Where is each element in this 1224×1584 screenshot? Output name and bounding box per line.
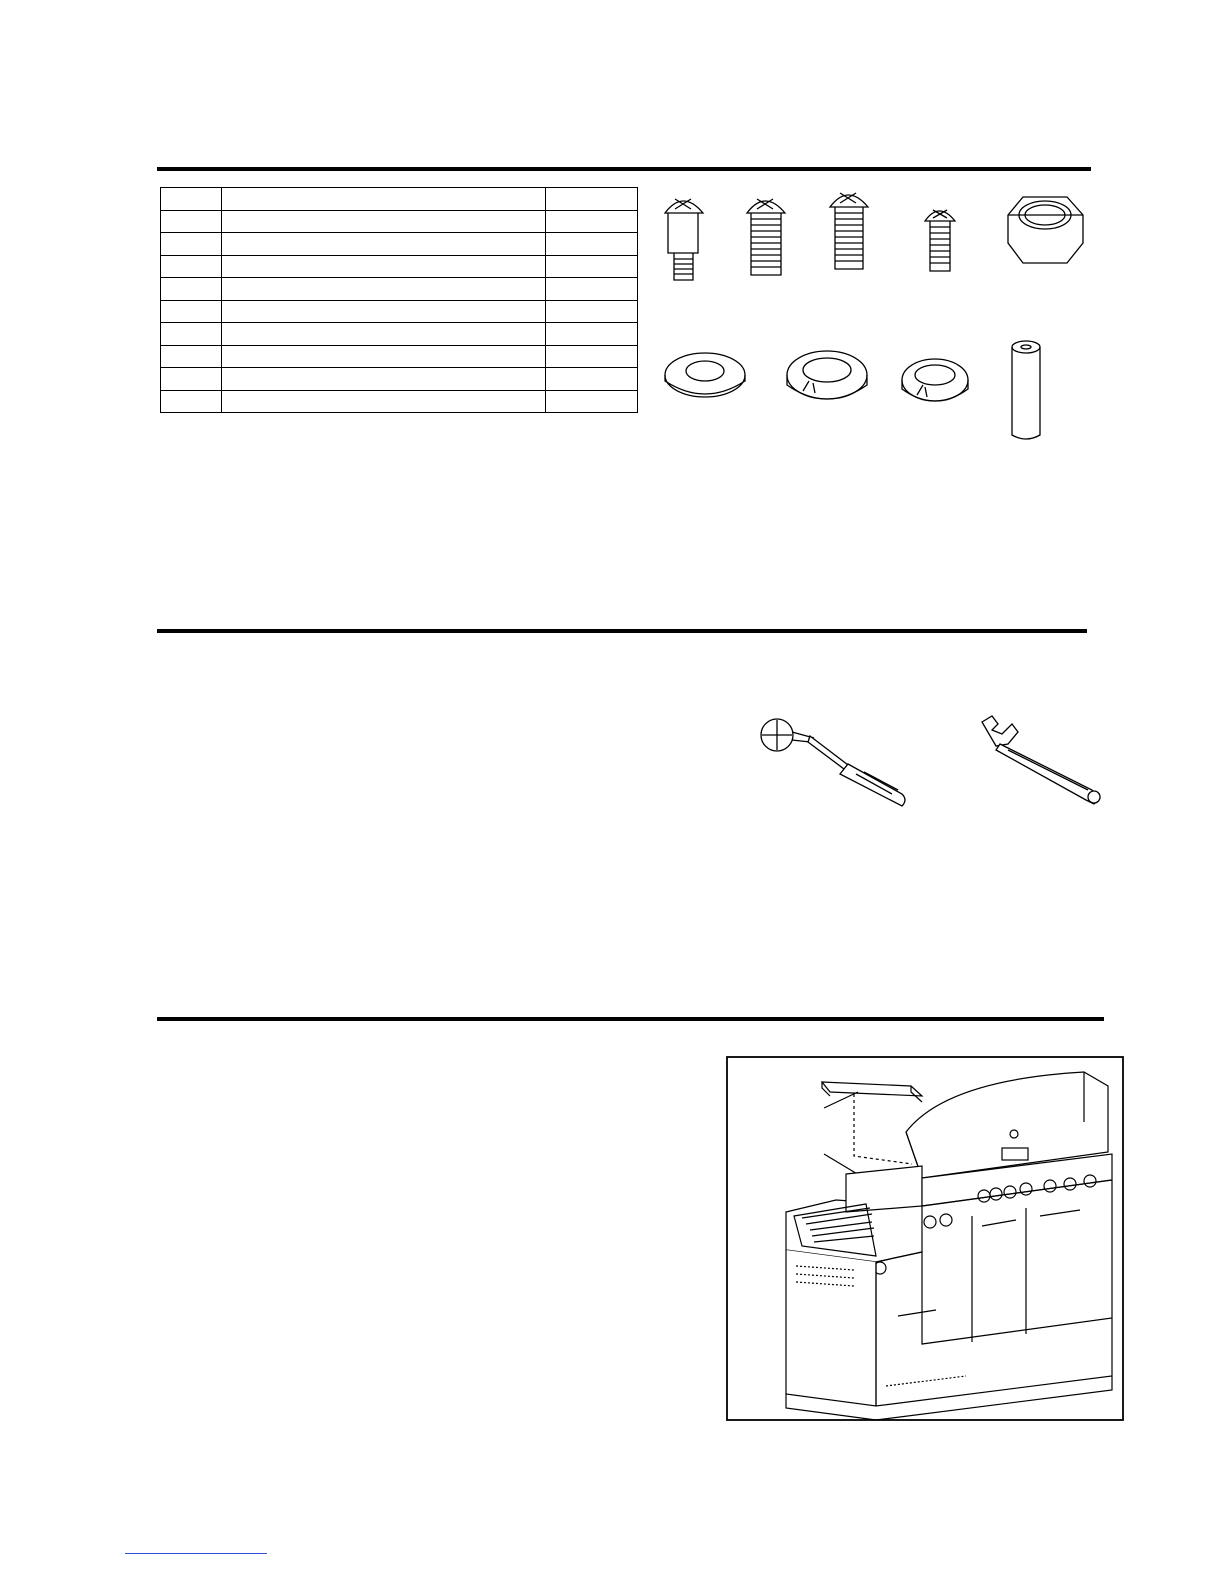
parts-cell-qty xyxy=(546,300,638,323)
parts-table-row xyxy=(161,345,638,368)
parts-table-row xyxy=(161,233,638,256)
phillips-screwdriver-icon xyxy=(761,719,905,806)
parts-table-row xyxy=(161,255,638,278)
parts-cell-key xyxy=(161,345,222,368)
parts-cell-qty xyxy=(546,368,638,391)
tool-drawings xyxy=(752,710,1112,810)
section-rule-tools xyxy=(157,629,1087,633)
hex-nut-icon xyxy=(1008,197,1083,263)
parts-table-row xyxy=(161,278,638,301)
parts-cell-qty xyxy=(546,255,638,278)
parts-cell-key xyxy=(161,278,222,301)
parts-cell-description xyxy=(222,188,546,211)
parts-cell-qty xyxy=(546,323,638,346)
spacer-tube-icon xyxy=(1012,341,1040,439)
parts-cell-description xyxy=(222,233,546,256)
grill-illustration-frame xyxy=(726,1056,1124,1422)
parts-cell-key xyxy=(161,188,222,211)
parts-cell-description xyxy=(222,323,546,346)
parts-cell-key xyxy=(161,233,222,256)
footer-link-underline[interactable] xyxy=(125,1553,267,1554)
parts-cell-key xyxy=(161,255,222,278)
parts-cell-qty xyxy=(546,210,638,233)
parts-cell-description xyxy=(222,278,546,301)
adjustable-wrench-icon xyxy=(982,716,1100,804)
parts-cell-description xyxy=(222,255,546,278)
section-rule-assembly xyxy=(157,1017,1104,1021)
medium-screw-icon xyxy=(830,193,868,269)
parts-cell-key xyxy=(161,390,222,413)
hardware-drawings xyxy=(655,185,1100,450)
parts-cell-key xyxy=(161,300,222,323)
parts-cell-description xyxy=(222,210,546,233)
parts-cell-key xyxy=(161,323,222,346)
parts-cell-qty xyxy=(546,390,638,413)
parts-cell-description xyxy=(222,345,546,368)
flat-washer-icon xyxy=(665,353,745,397)
parts-table-row xyxy=(161,323,638,346)
parts-cell-qty xyxy=(546,345,638,368)
parts-cell-qty xyxy=(546,188,638,211)
parts-cell-key xyxy=(161,368,222,391)
long-screw-icon xyxy=(747,199,785,275)
section-rule-hardware xyxy=(157,167,1091,171)
parts-table-row xyxy=(161,188,638,211)
parts-cell-qty xyxy=(546,233,638,256)
parts-table-row xyxy=(161,368,638,391)
parts-table-row xyxy=(161,390,638,413)
parts-cell-description xyxy=(222,368,546,391)
grill-assembly-icon xyxy=(786,1072,1112,1420)
parts-cell-key xyxy=(161,210,222,233)
parts-cell-qty xyxy=(546,278,638,301)
parts-cell-description xyxy=(222,300,546,323)
shoulder-bolt-icon xyxy=(665,199,703,280)
short-screw-icon xyxy=(925,210,955,271)
small-lock-washer-icon xyxy=(902,359,968,401)
parts-cell-description xyxy=(222,390,546,413)
parts-table-row xyxy=(161,300,638,323)
large-lock-washer-icon xyxy=(787,351,867,399)
parts-table-row xyxy=(161,210,638,233)
parts-table xyxy=(160,187,638,413)
